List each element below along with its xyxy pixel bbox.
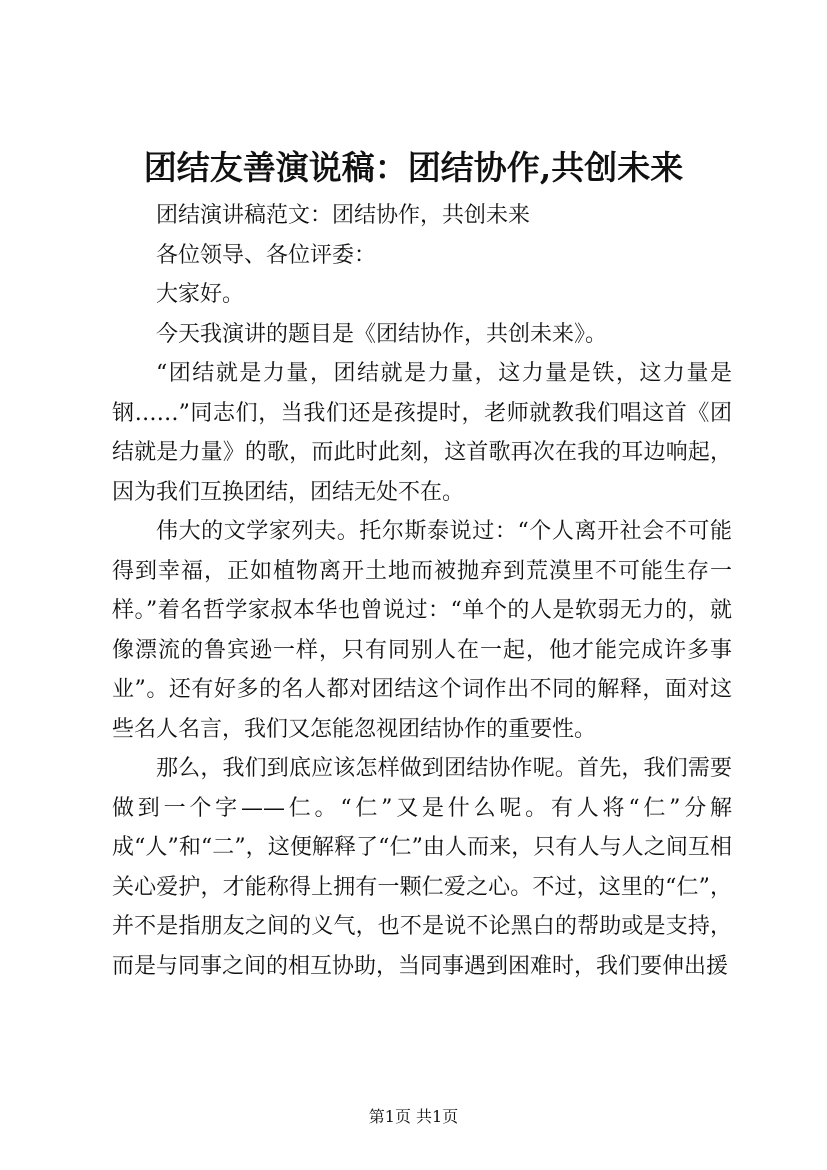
paragraph: 那么，我们到底应该怎样做到团结协作呢。首先，我们需要做到一个字——仁。“仁”又是什么呢。有人将“仁”分解成“人”和“二”，这便解释了“仁”由人而来，只有人与人之间互相关心爱护，才能称得上拥有一颗仁爱之心。不过，这里的“仁”，并不是指朋友之间的义气，也不是说不论黑白的帮助或是支持，而是与同事之间的相互协助，当同事遇到困难时，我们要伸出援 [112, 756, 732, 979]
page-number-footer: 第1页 共1页 [368, 1107, 459, 1126]
paragraph: 各位领导、各位评委： [156, 242, 377, 268]
paragraph: 今天我演讲的题目是《团结协作，共创未来》。 [156, 321, 608, 347]
paragraph: 伟大的文学家列夫。托尔斯泰说过：“个人离开社会不可能得到幸福，正如植物离开土地而被抛弃到荒漠里不可能生存一样。”着名哲学家叔本华也曾说过：“单个的人是软弱无力的，就像漂流的鲁宾逊一样，只有同别人在一起，他才能完成许多事业”。还有好多的名人都对团结这个词作出不同的解释，面对这些名人名言，我们又怎能忽视团结协作的重要性。 [112, 519, 732, 742]
document-body [112, 196, 732, 986]
paragraph: 团结演讲稿范文：团结协作，共创未来 [156, 203, 531, 228]
paragraph: “团结就是力量，团结就是力量，这力量是铁，这力量是钢……”同志们，当我们还是孩提时，老师就教我们唱这首《团结就是力量》的歌，而此时此刻，这首歌再次在我的耳边响起，因为我们互换团结，团结无处不在。 [112, 361, 732, 505]
document-title: 团结友善演说稿：团结协作,共创未来 [143, 148, 684, 187]
paragraph: 大家好。 [156, 282, 245, 307]
